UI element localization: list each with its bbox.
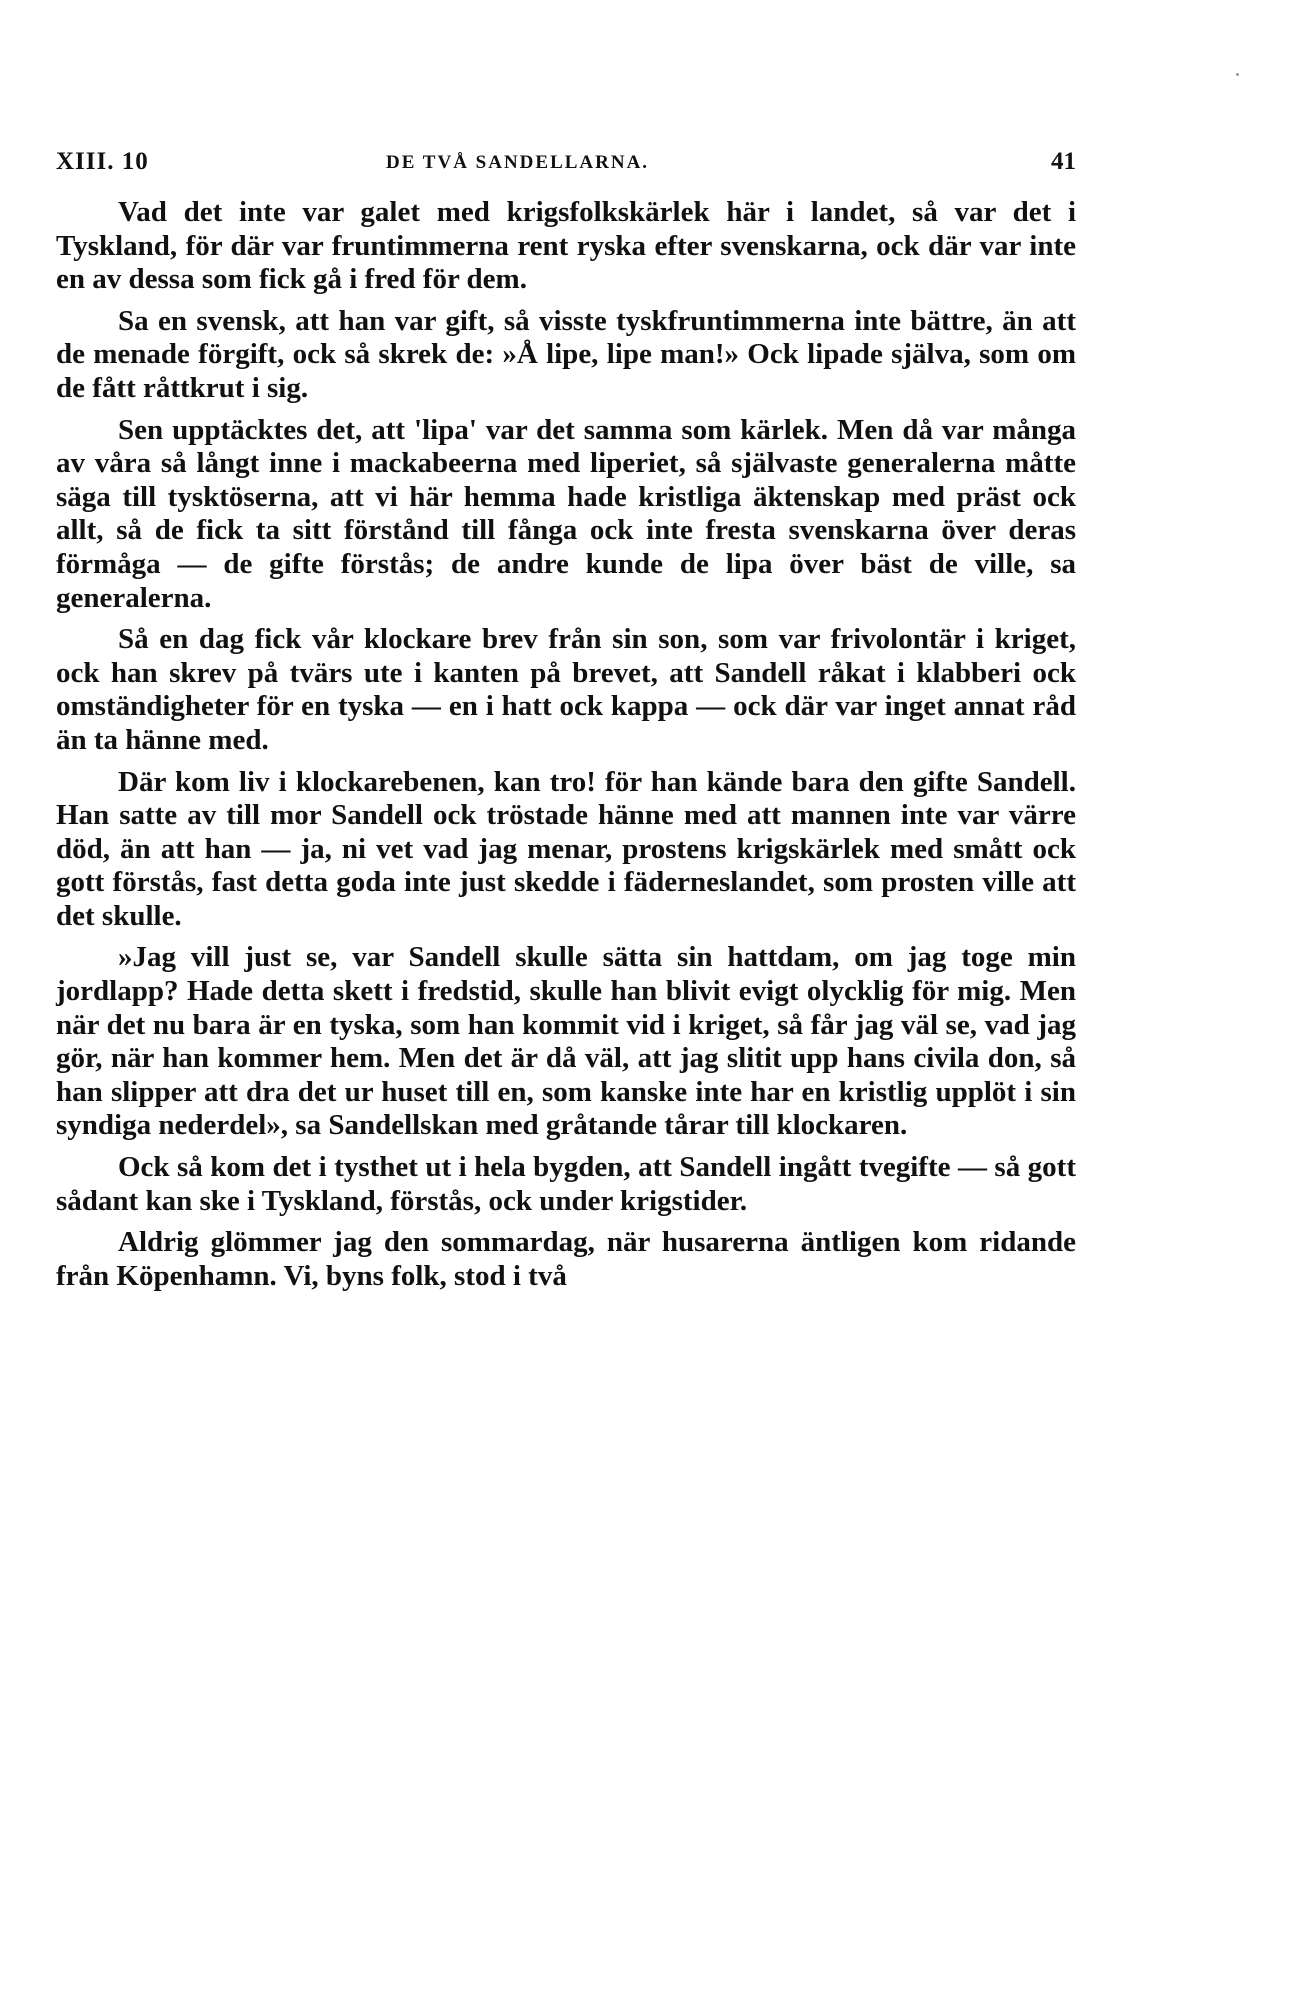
book-page (56, 0, 1076, 1990)
paragraph: Sa en svensk, att han var gift, så visste tyskfruntimmerna inte bättre, än att de menade förgift, ock så skrek de: »Å lipe, lipe man!» Ock lipade själva, som om de fått råttkrut i sig. (56, 304, 1076, 404)
running-header (56, 148, 1076, 188)
scan-speck (1236, 73, 1239, 76)
running-title: DE TVÅ SANDELLARNA. (386, 152, 650, 173)
body-text (56, 196, 1076, 1301)
paragraph: Så en dag fick vår klockare brev från sin son, som var frivolontär i kriget, ock han skrev på tvärs ute i kanten på brevet, att Sandell råkat i klabberi ock omständigheter för en tyska — en i hatt ock kappa — ock där var inget annat råd än ta hänne med. (56, 623, 1076, 756)
paragraph: Ock så kom det i tysthet ut i hela bygden, att Sandell ingått tvegifte — så gott sådant kan ske i Tyskland, förstås, ock under krigstider. (56, 1151, 1076, 1217)
page-number: 41 (1051, 148, 1076, 175)
paragraph: Där kom liv i klockarebenen, kan tro! för han kände bara den gifte Sandell. Han satte av till mor Sandell ock tröstade hänne med att mannen inte var värre död, än att han — ja, ni vet vad jag menar, prostens krigskärlek med smått ock gott förstås, fast detta goda inte just skedde i fäderneslandet, som prosten ville att det skulle. (56, 765, 1076, 932)
paragraph: »Jag vill just se, var Sandell skulle sätta sin hattdam, om jag toge min jordlapp? Hade detta skett i fredstid, skulle han blivit evigt olycklig för mig. Men när det nu bara är en tyska, som han kommit vid i kriget, så får jag väl se, vad jag gör, när han kommer hem. Men det är då väl, att jag slitit upp hans civila don, så han slipper att dra det ur huset till en, som kanske inte har en kristlig upplöt i sin syndiga nederdel», sa Sandellskan med gråtande tårar till klockaren. (56, 941, 1076, 1142)
paragraph: Aldrig glömmer jag den sommardag, när husarerna äntligen kom ridande från Köpenhamn. Vi, byns folk, stod i två (56, 1226, 1076, 1292)
paragraph: Vad det inte var galet med krigsfolkskärlek här i landet, så var det i Tyskland, för där var fruntimmerna rent ryska efter svenskarna, ock där var inte en av dessa som fick gå i fred för dem. (56, 196, 1076, 296)
chapter-reference: XIII. 10 (56, 148, 149, 175)
paragraph: Sen upptäcktes det, att 'lipa' var det samma som kärlek. Men då var många av våra så långt inne i mackabeerna med liperiet, så självaste generalerna måtte säga till tysktöserna, att vi här hemma hade kristliga äktenskap med präst ock allt, så de fick ta sitt förstånd till fånga ock inte fresta svenskarna över deras förmåga — de gifte förstås; de andre kunde de lipa över bäst de ville, sa generalerna. (56, 413, 1076, 614)
